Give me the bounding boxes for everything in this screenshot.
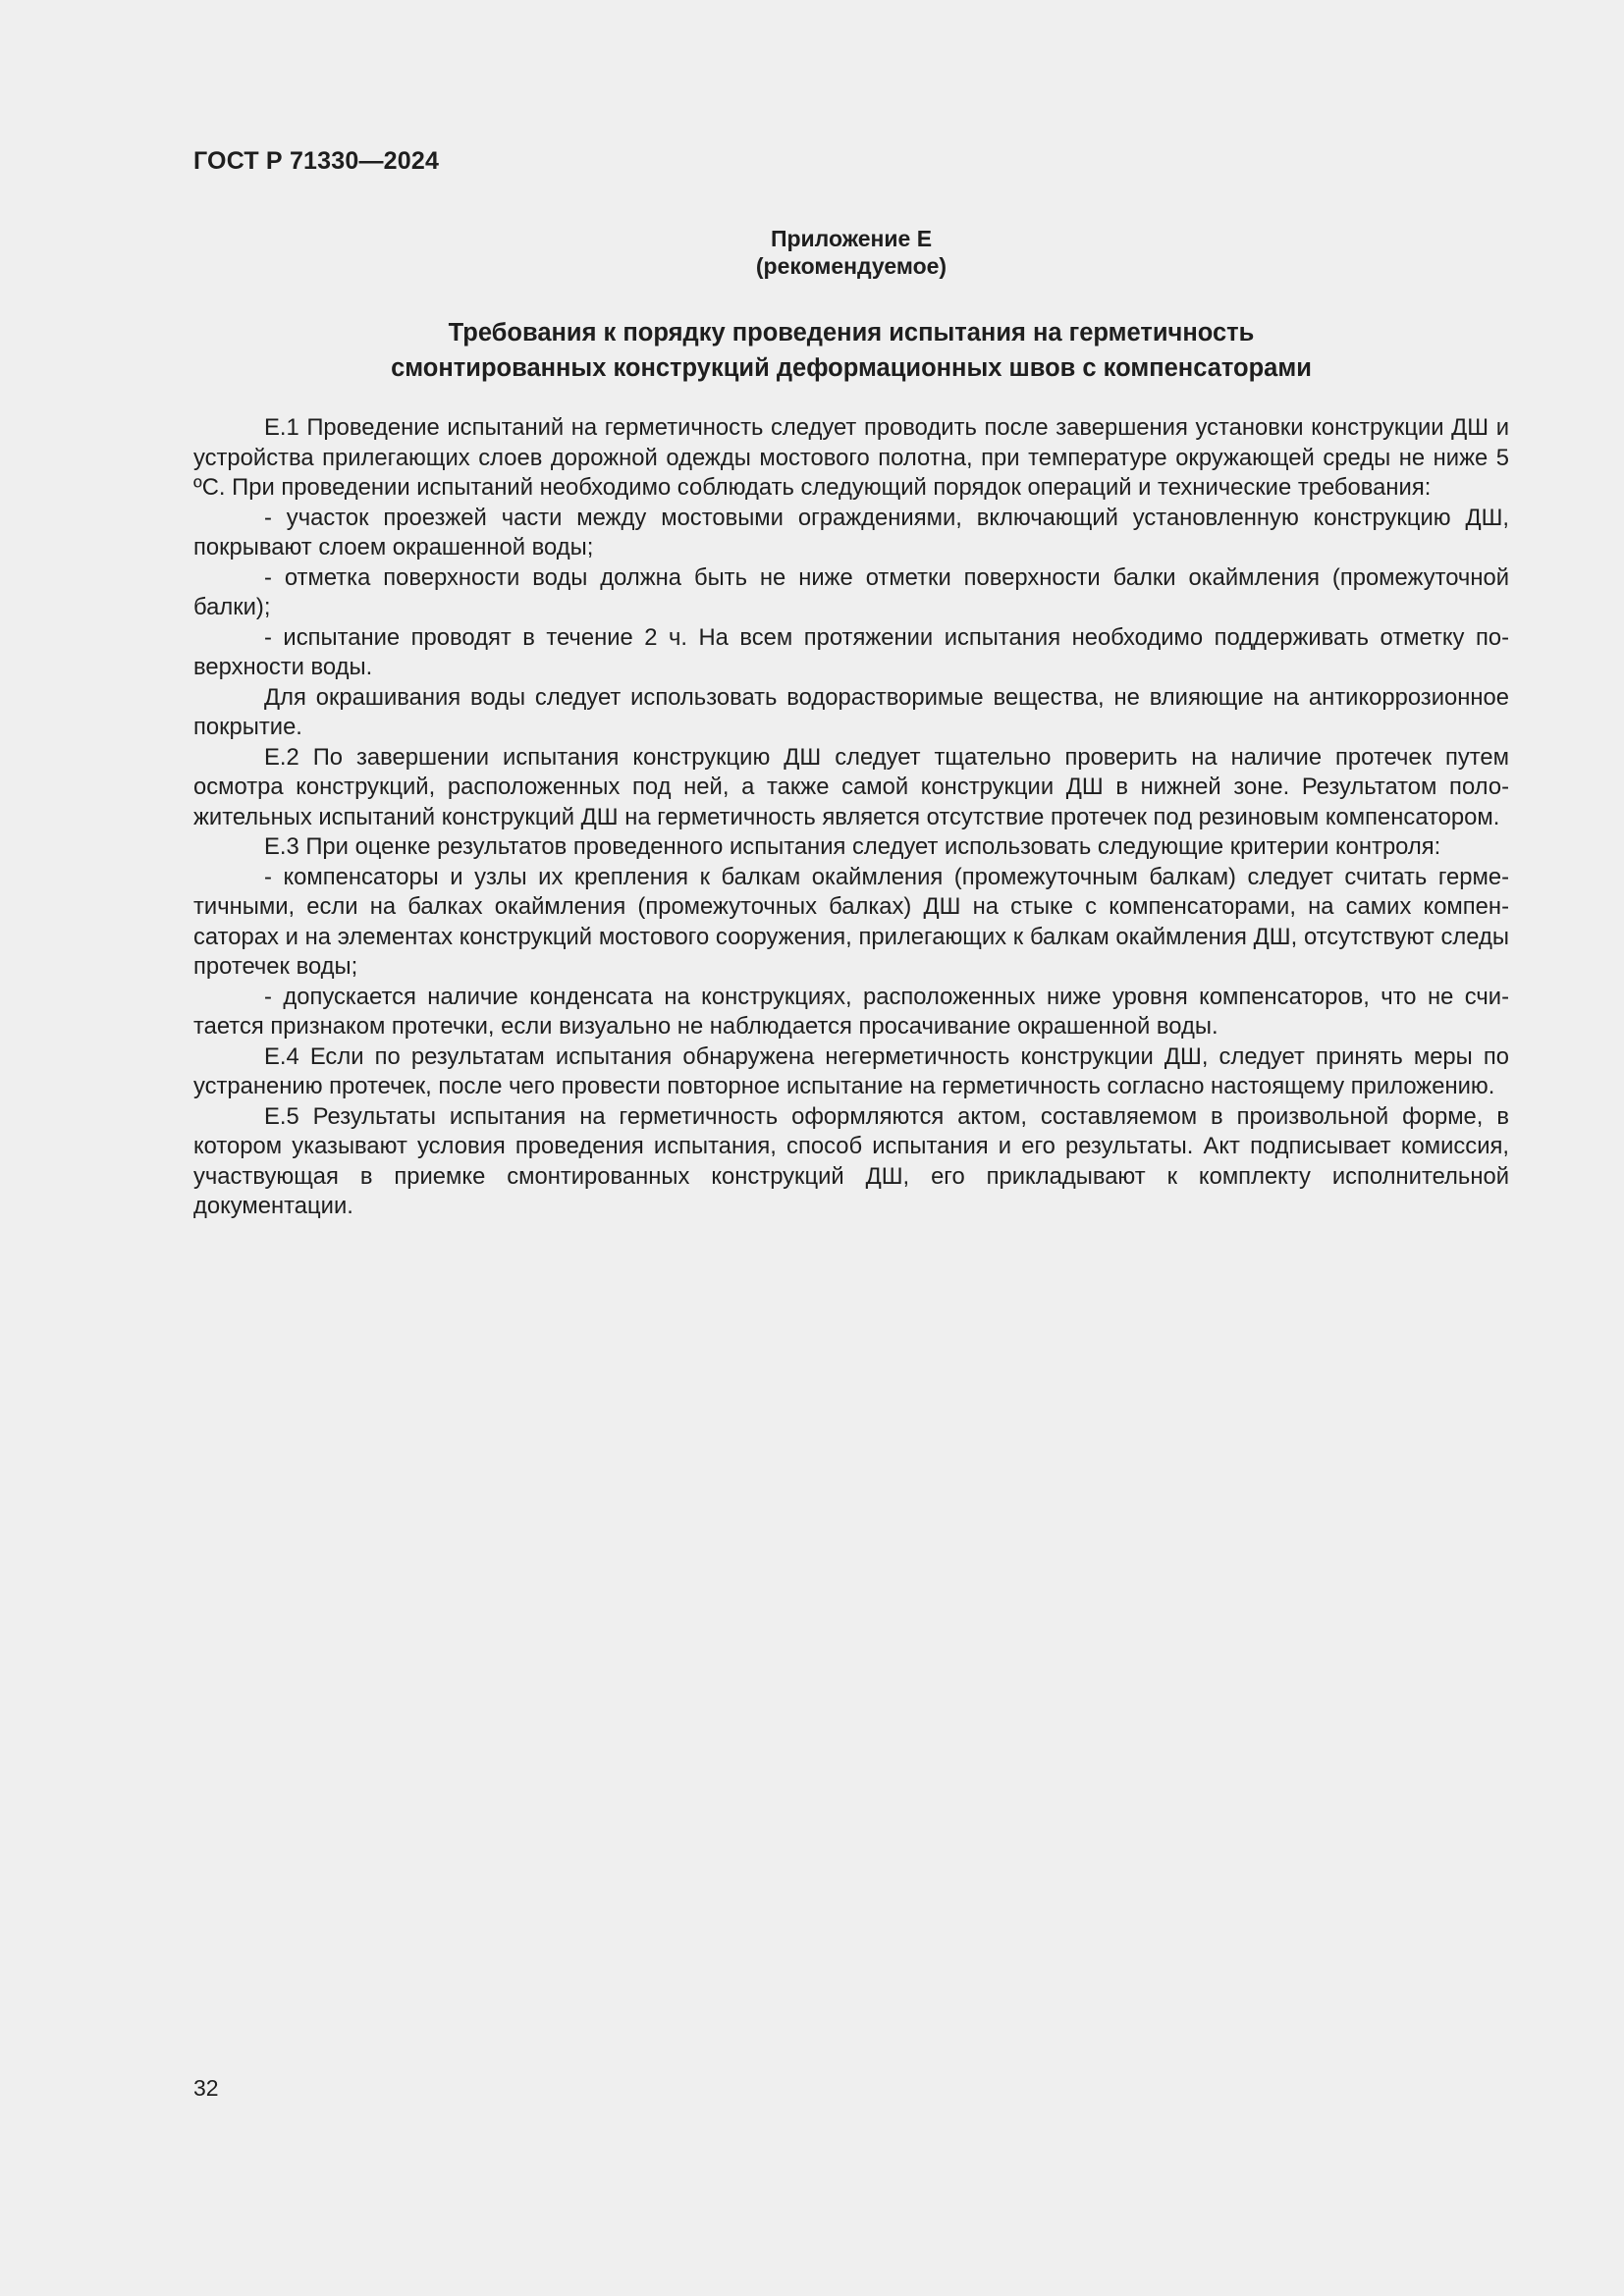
paragraph-e2: Е.2 По завершении испытания конструкцию ДШ следует тщательно проверить на наличие протечек путем осмотра конструкций, расположенных под ней, а также самой конструкции ДШ в нижней зоне. Результатом положительных испытаний конструкций ДШ на герметичность является отсутствие протечек под резиновым компенсатором. [193, 743, 1509, 830]
standard-code-header: ГОСТ Р 71330—2024 [193, 147, 440, 175]
page-number: 32 [193, 2075, 219, 2101]
paragraph-e5: Е.5 Результаты испытания на герметичность оформляются актом, составляемом в произвольной форме, в котором указывают условия проведения испытания, способ испытания и его результаты. Акт подписывает комиссия, участвующая в приемке смонтированных конструкций ДШ, его прикладывают к комплекту исполнительной документации. [193, 1102, 1509, 1219]
section-title-line-1: Требования к порядку проведения испытания на герметичность [448, 319, 1255, 347]
paragraph-e4: Е.4 Если по результатам испытания обнаружена негерметичность конструкции ДШ, следует принять меры по устранению протечек, после чего провести повторное испытание на герметичность согласно настоящему приложению. [193, 1042, 1509, 1099]
section-title [193, 315, 1509, 386]
annex-heading [193, 225, 1509, 280]
list-item-tightness-criteria: - компенсаторы и узлы их крепления к балкам окаймления (промежуточным балкам) следует считать герметичными, если на балках окаймления (промежуточных балках) ДШ на стыке с компенсаторами, на самих компенсаторах и на элементах конструкций мостового сооружения, прилегающих к балкам окаймления ДШ, отсутствуют следы протечек воды; [193, 863, 1509, 980]
list-item-coat-water: - участок проезжей части между мостовыми ограждениями, включающий установленную конструкцию ДШ, покрывают слоем окрашенной воды; [193, 504, 1509, 561]
list-item-condensate: - допускается наличие конденсата на конструкциях, расположенных ниже уровня компенсаторов, что не считается признаком протечки, если визуально не наблюдается просачивание окрашенной воды. [193, 983, 1509, 1040]
list-item-test-duration: - испытание проводят в течение 2 ч. На всем протяжении испытания необходимо поддерживать отметку поверхности воды. [193, 623, 1509, 680]
paragraph-dye-note: Для окрашивания воды следует использовать водорастворимые вещества, не влияющие на антикоррозионное покрытие. [193, 683, 1509, 740]
list-item-water-level: - отметка поверхности воды должна быть не ниже отметки поверхности балки окаймления (промежуточной балки); [193, 563, 1509, 620]
section-title-line-2: смонтированных конструкций деформационных швов с компенсаторами [391, 354, 1312, 382]
annex-title: Приложение Е [770, 226, 933, 251]
paragraph-e3: Е.3 При оценке результатов проведенного испытания следует использовать следующие критерии контроля: [264, 833, 1441, 860]
body-text [193, 413, 1509, 1222]
annex-status: (рекомендуемое) [755, 253, 947, 279]
paragraph-e1: Е.1 Проведение испытаний на герметичность следует проводить после завершения установки конструкции ДШ и устройства прилегающих слоев дорожной одежды мостового полотна, при температуре окружающей среды не ниже 5 ºС. При проведении испытаний необходимо соблюдать следующий порядок операций и технические требования: [193, 414, 1509, 501]
